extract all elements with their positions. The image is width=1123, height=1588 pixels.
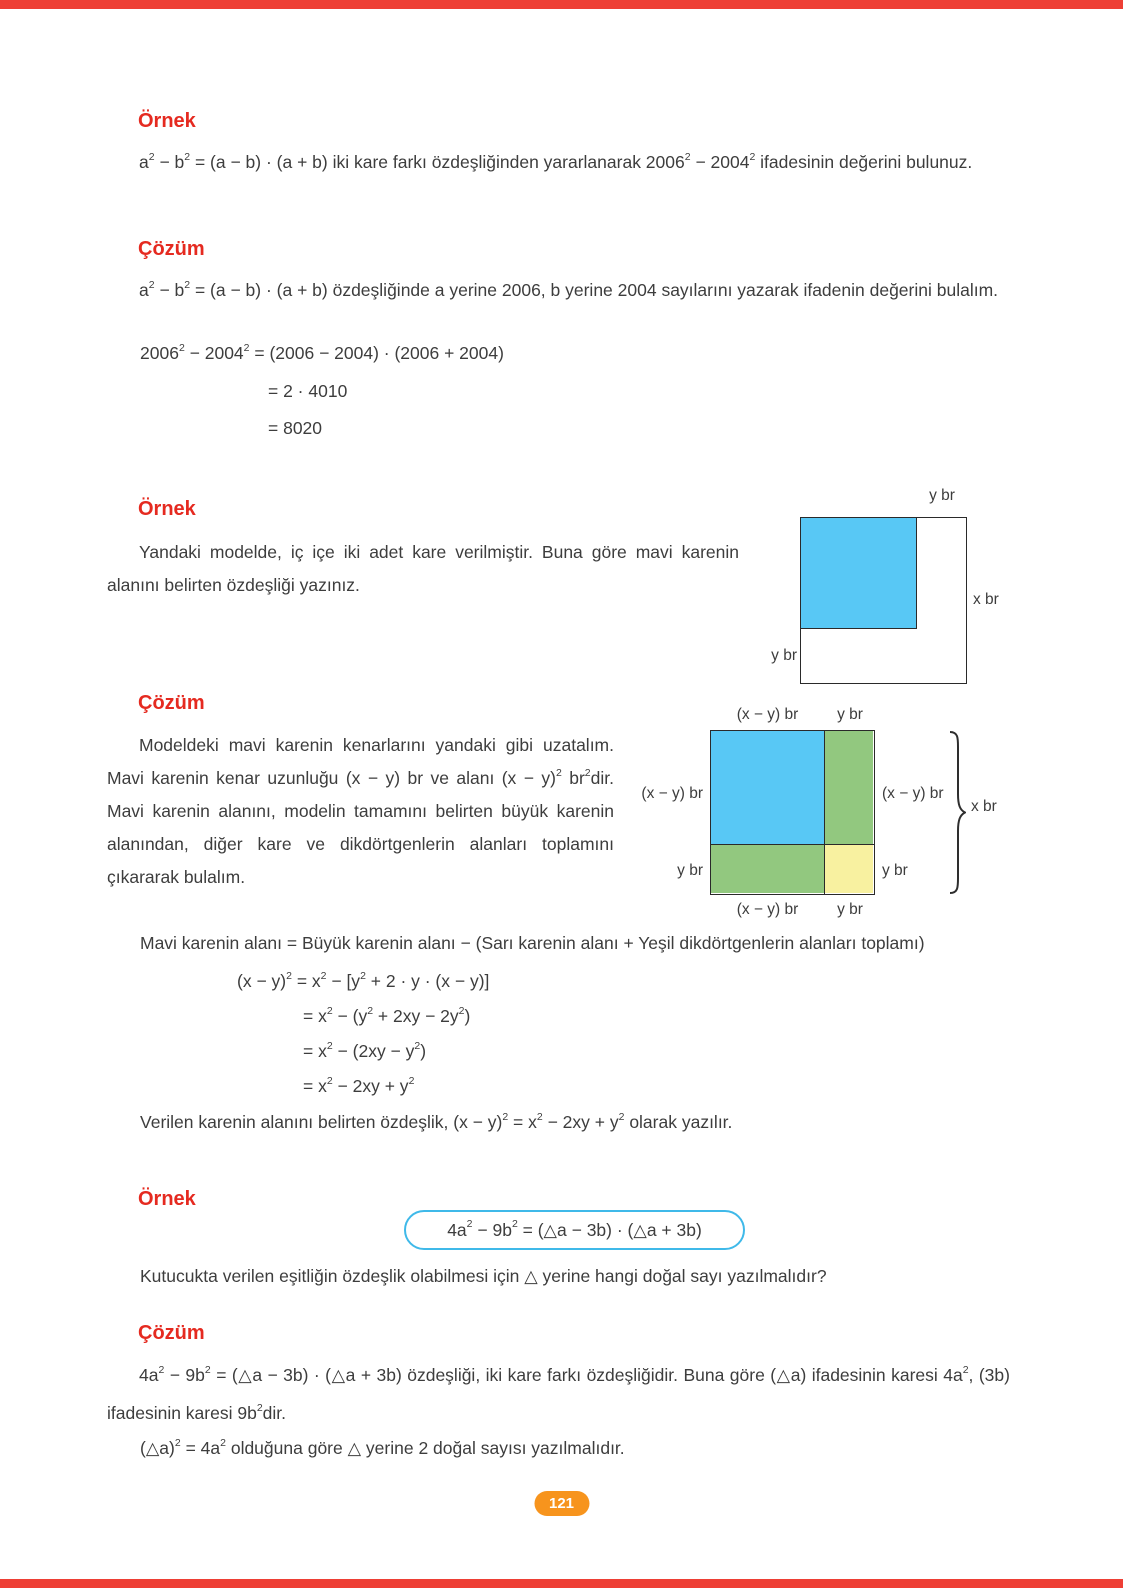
example1-solution-heading: Çözüm — [138, 238, 205, 260]
boxed-equation-text: $4a^2 - 9b^2$ = (△a − 3b) · (△a + 3b) — [447, 1218, 702, 1240]
example2-heading: Örnek — [138, 498, 196, 520]
example3-question: Kutucukta verilen eşitliğin özdeşlik olabilmesi için △ yerine hangi doğal sayı yazılmalıdır? — [140, 1266, 827, 1286]
example3-solution-heading: Çözüm — [138, 1322, 205, 1344]
area-equation-line: Mavi karenin alanı = Büyük karenin alanı − (Sarı karenin alanı + Yeşil dikdörtgenlerin alanları toplamı) — [140, 933, 925, 953]
horizontal-divider — [711, 844, 874, 845]
diagram-label-left-bottom: y br — [677, 862, 703, 879]
bottom-border-strip — [0, 1579, 1123, 1588]
identity-step-4: = $x^2 - 2xy + y^2$ — [303, 1074, 415, 1096]
diagram-label-bottom-right: y br — [837, 901, 863, 918]
diagram-label-left-top: (x − y) br — [641, 785, 703, 802]
blue-square-region — [711, 731, 825, 845]
blue-square — [800, 517, 917, 629]
identity-conclusion: Verilen karenin alanını belirten özdeşlik, $(x - y)^2 = x^2 - 2xy + y^2$ olarak yazılır. — [140, 1110, 733, 1132]
model-label-bottom: y br — [771, 647, 797, 664]
example2-solution-text: Modeldeki mavi karenin kenarlarını yandaki gibi uzatalım. Mavi karenin kenar uzunluğu (x − y) br ve alanı $(x - y)^2$ $br^2dir$. Mavi karenin alanını, modelin tamamını belirten büyük karenin alanından, diğer kare ve dikdörtgenlerin alanları toplamını çıkararak bulalım. — [107, 735, 614, 887]
diagram-label-right-bottom: y br — [882, 862, 908, 879]
example3-solution-text: $4a^2 - 9b^2$ = (△a − 3b) · (△a + 3b) özdeşliği, iki kare farkı özdeşliğidir. Buna göre (△a) ifadesinin karesi $4a^2$, (3b) ifadesinin karesi $9b^2dir$. — [107, 1363, 1010, 1423]
right-brace — [948, 730, 966, 895]
example1-step-3: = 8020 — [268, 418, 323, 438]
model-label-right: x br — [973, 591, 999, 608]
example1-solution-text: $a^2 - b^2 = (a - b) \cdot (a + b)$ özdeşliğinde a yerine 2006, b yerine 2004 sayılarını yazarak ifadenin değerini bulalım. — [139, 278, 999, 300]
example2-solution-heading: Çözüm — [138, 692, 205, 714]
identity-step-1: $(x - y)^2 = x^2 - [y^2 + 2 \cdot y \cdot (x - y)]$ — [237, 969, 490, 991]
example2-problem: Yandaki modelde, iç içe iki adet kare verilmiştir. Buna göre mavi karenin alanını belirten özdeşliği yazınız. — [107, 542, 739, 595]
diagram-label-x-br: x br — [971, 798, 997, 815]
boxed-equation — [404, 1210, 745, 1250]
page-number: 121 — [548, 1495, 575, 1512]
example1-step-2: = 2 · 4010 — [268, 381, 348, 401]
expanded-outer-square — [710, 730, 875, 895]
page-number-badge — [534, 1491, 589, 1516]
model-label-top: y br — [929, 487, 955, 504]
expanded-square-diagram — [635, 700, 1025, 925]
vertical-divider — [824, 731, 825, 894]
yellow-square-region — [825, 845, 873, 893]
diagram-label-bottom-left: (x − y) br — [736, 901, 799, 918]
identity-step-2: = $x^2 - (y^2 + 2xy - 2y^2)$ — [303, 1004, 471, 1026]
green-rect-right — [825, 731, 873, 845]
identity-step-3: = $x^2 - (2xy - y^2)$ — [303, 1039, 427, 1061]
square-model-diagram — [755, 485, 1025, 700]
top-border-strip — [0, 0, 1123, 9]
diagram-label-top-right: y br — [837, 706, 863, 723]
green-rect-bottom — [711, 845, 825, 893]
example1-problem: $a^2 - b^2 = (a - b) \cdot (a + b)$ iki kare farkı özdeşliğinden yararlanarak $2006^2 - 2004^2$ ifadesinin değerini bulunuz. — [139, 150, 973, 172]
example3-heading: Örnek — [138, 1188, 196, 1210]
example3-conclusion: (△a)$^2$ = $4a^2$ olduğuna göre △ yerine 2 doğal sayısı yazılmalıdır. — [140, 1436, 625, 1458]
example1-heading: Örnek — [138, 110, 196, 132]
example1-step-1: $2006^2 - 2004^2 = (2006 - 2004) \cdot (2006 + 2004)$ — [140, 341, 504, 363]
diagram-label-right-top: (x − y) br — [882, 785, 944, 802]
diagram-label-top-left: (x − y) br — [736, 706, 799, 723]
